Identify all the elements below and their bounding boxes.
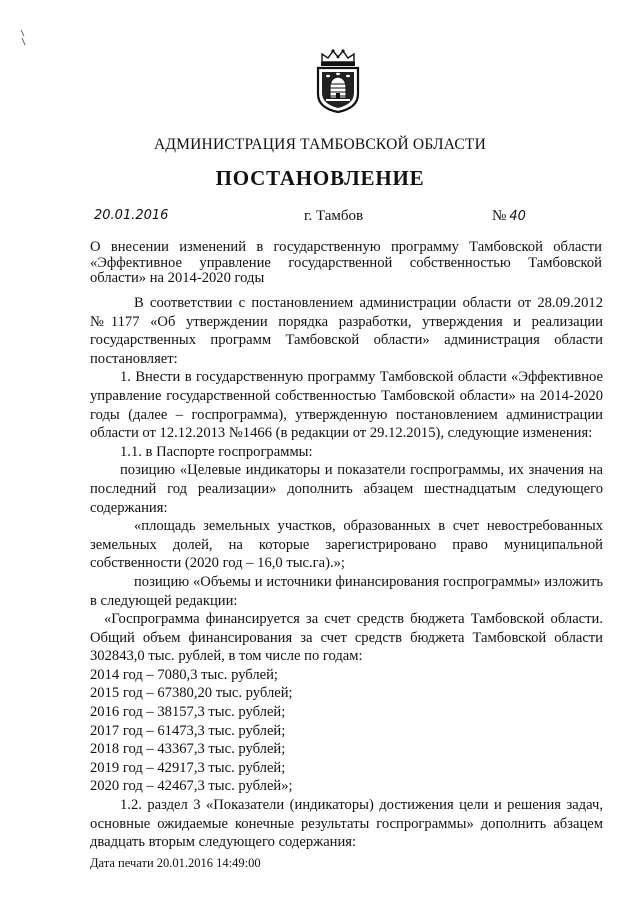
document-number	[492, 208, 526, 225]
document-subject: О внесении изменений в государственную программу Тамбовской области «Эффективное управление государственной собственностью Тамбовской области» на 2014-2020 годы	[90, 239, 602, 286]
paragraph-financing: позицию «Объемы и источники финансирования госпрограммы» изложить в следующей редакции:	[90, 573, 603, 609]
document-type: ПОСТАНОВЛЕНИЕ	[215, 166, 425, 190]
paragraph-item-1: 1. Внести в государственную программу Тамбовской области «Эффективное управление государственной собственностью Тамбовской области» на 2014-2020 годы (далее – госпрограмма), утвержденную постановлением администрации области от 12.12.2013 №1466 (в редакции от 29.12.2015), следующие изменения:	[90, 369, 603, 442]
paragraph-indicators: позицию «Целевые индикаторы и показатели госпрограммы, их значения на последний год реализации» дополнить абзацем шестнадцатым следующего содержания:	[90, 462, 603, 516]
handwritten-date: 20.01.2016	[94, 208, 169, 223]
city: г. Тамбов	[304, 208, 364, 224]
margin-mark-icon	[18, 28, 28, 48]
paragraph-item-1-2: 1.2. раздел 3 «Показатели (индикаторы) достижения цели и решения задач, основные ожидаемые конечные результаты госпрограммы» дополнить абзацем двадцать вторым следующего содержания:	[90, 797, 603, 851]
number-prefix: №	[492, 208, 507, 224]
paragraph-item-1-1: 1.1. в Паспорте госпрограммы:	[120, 443, 313, 460]
year-line: 2015 год – 67380,20 тыс. рублей;	[90, 685, 293, 702]
paragraph-land-area: «площадь земельных участков, образованных в счет невостребованных земельных долей, на которые зарегистрировано право муниципальной собственности (2020 год – 16,0 тыс.га).»;	[90, 518, 603, 572]
paragraph-financing-text: «Госпрограмма финансируется за счет средств бюджета Тамбовской области. Общий объем финансирования за счет средств бюджета Тамбовской области 302843,0 тыс. рублей, в том числе по годам:	[90, 611, 603, 665]
tambov-coat-of-arms-icon	[312, 48, 364, 114]
agency-title: АДМИНИСТРАЦИЯ ТАМБОВСКОЙ ОБЛАСТИ	[154, 136, 486, 153]
year-line: 2019 год – 42917,3 тыс. рублей;	[90, 759, 286, 776]
year-line: 2016 год – 38157,3 тыс. рублей;	[90, 704, 286, 721]
paragraph-preamble: В соответствии с постановлением администрации области от 28.09.2012 №1177 «Об утверждении порядка разработки, утверждения и реализации государственных программ Тамбовской области» администрация области постановляет:	[90, 295, 603, 367]
year-line: 2018 год – 43367,3 тыс. рублей;	[90, 741, 286, 758]
year-line: 2014 год – 7080,3 тыс. рублей;	[90, 666, 278, 683]
year-line: 2017 год – 61473,3 тыс. рублей;	[90, 722, 286, 739]
print-date: Дата печати 20.01.2016 14:49:00	[90, 856, 261, 870]
document-body	[90, 294, 603, 852]
date-line	[90, 208, 550, 228]
handwritten-number: 40	[509, 209, 526, 224]
year-line: 2020 год – 42467,3 тыс. рублей»;	[90, 778, 293, 795]
